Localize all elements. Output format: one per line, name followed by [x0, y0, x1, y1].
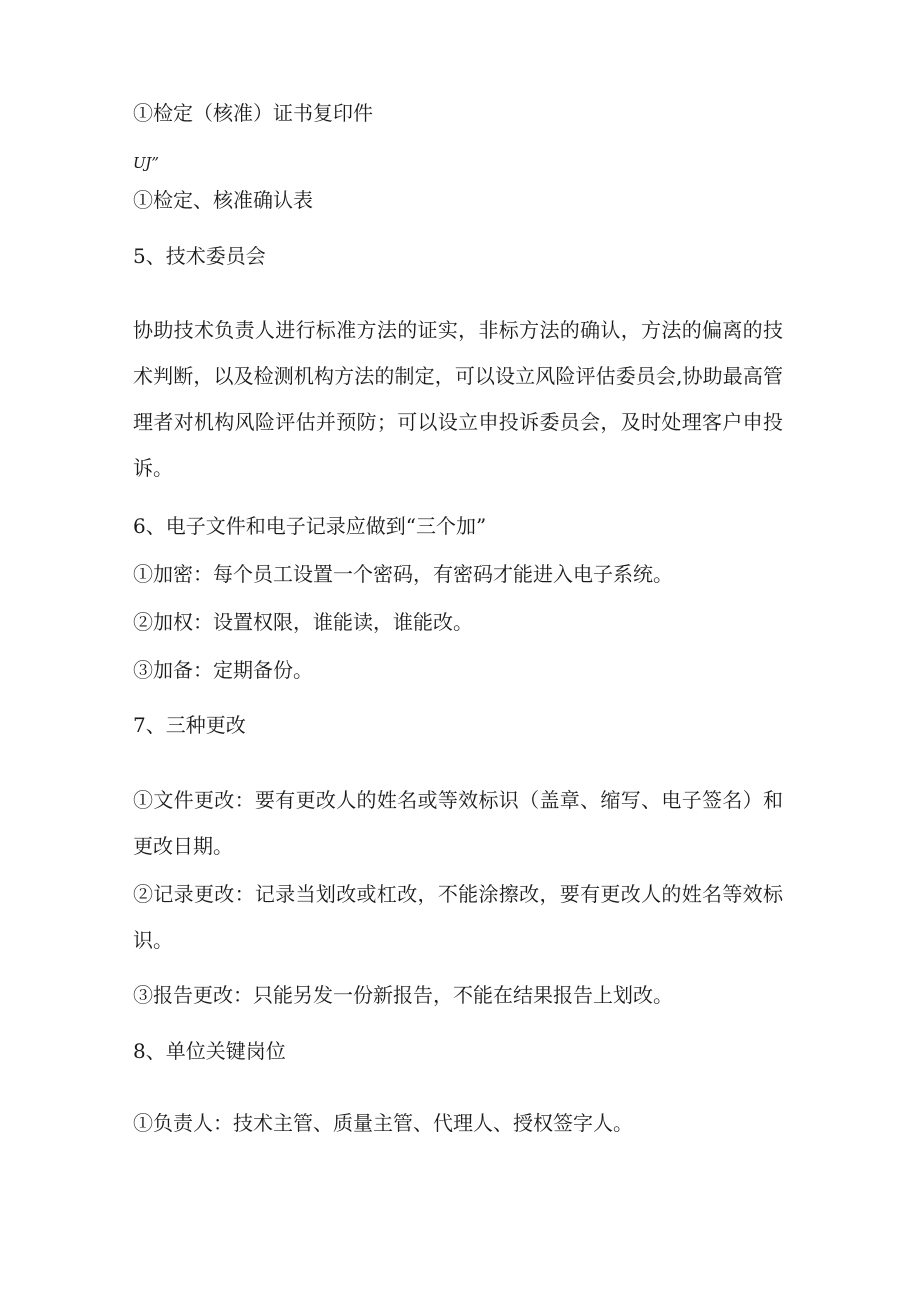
section-7-item-document: ①文件更改：要有更改人的姓名或等效标识（盖章、缩写、电子签名）和更改日期。: [133, 788, 783, 858]
section-8-item-responsible: ①负责人：技术主管、质量主管、代理人、授权签字人。: [133, 1111, 633, 1135]
confirm-table-line: ①检定、核准确认表: [133, 188, 313, 212]
section-6-item-backup: ③加备：定期备份。: [133, 658, 313, 682]
section-5-heading: 5、技术委员会: [133, 244, 266, 268]
section-7-heading: 7、三种更改: [133, 713, 246, 737]
section-6-item-permission: ②加权：设置权限，谁能读，谁能改。: [133, 610, 473, 634]
section-7-item-record: ②记录更改：记录当划改或杠改，不能涂擦改，要有更改人的姓名等效标识。: [133, 882, 783, 952]
section-5-body: 协助技术负责人进行标准方法的证实，非标方法的确认，方法的偏离的技术判断，以及检测机构方法的制定，可以设立风险评估委员会,协助最高管理者对机构风险评估并预防；可以设立申投诉委员会，及时处理客户申投诉。: [133, 318, 783, 480]
scan-artifact-text: UJ”: [133, 154, 159, 172]
section-8-heading: 8、单位关键岗位: [133, 1039, 286, 1063]
section-6-item-encrypt: ①加密：每个员工设置一个密码，有密码才能进入电子系统。: [133, 562, 673, 586]
cert-copy-line: ①检定（核准）证书复印件: [133, 101, 373, 125]
section-7-item-report: ③报告更改：只能另发一份新报告，不能在结果报告上划改。: [133, 983, 673, 1007]
section-6-heading: 6、电子文件和电子记录应做到“三个加”: [133, 514, 487, 538]
